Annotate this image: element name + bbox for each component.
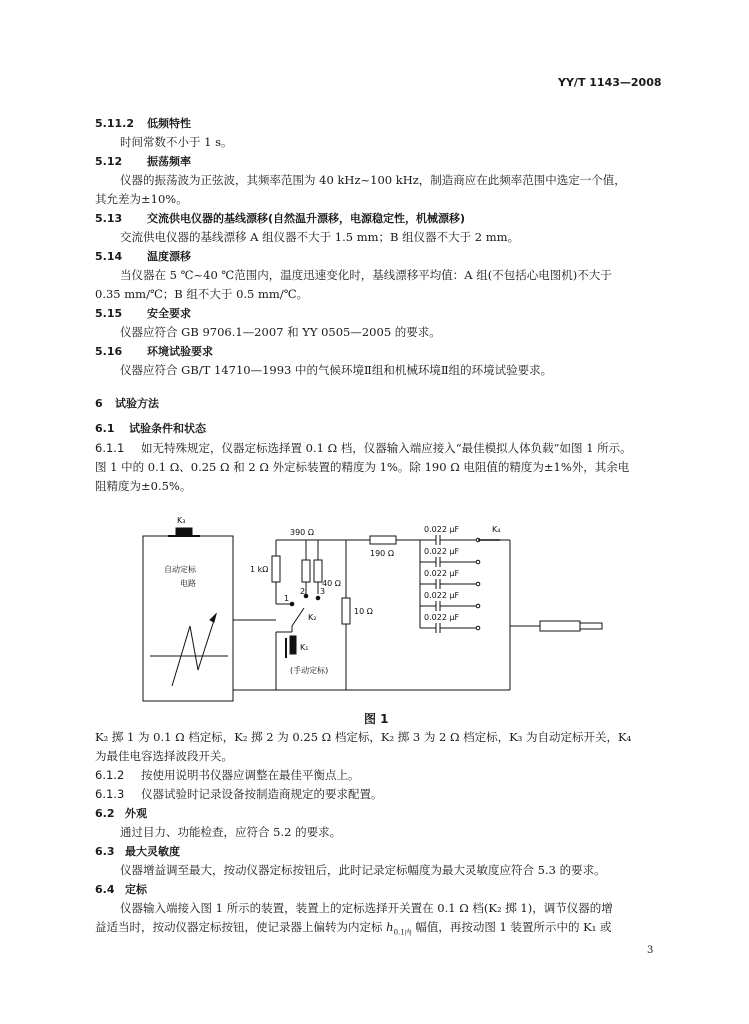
contact xyxy=(476,604,480,608)
section-5-15-heading xyxy=(95,306,191,321)
section-6-2-heading xyxy=(95,806,147,821)
section-title: 最大灵敏度 xyxy=(125,845,180,858)
arrow-icon xyxy=(210,614,216,622)
section-title: 振荡频率 xyxy=(147,155,191,168)
k4-label: K₄ xyxy=(492,525,501,534)
paragraph: 按使用说明书仪器应调整在最佳平衡点上。 xyxy=(141,768,360,782)
text-run: 益适当时，按动仪器定标按钮，使记录器上偏转为内定标 xyxy=(95,920,387,934)
section-6-1-3 xyxy=(95,787,383,801)
capacitor-label: 0.022 μF xyxy=(424,525,460,534)
figure-note: K₂ 掷 1 为 0.1 Ω 档定标，K₂ 掷 2 为 0.25 Ω 档定标，K₂ 掷 3 为 2 Ω 档定标，K₃ 为自动定标开关，K₄ xyxy=(95,730,632,744)
r190-label: 190 Ω xyxy=(370,549,394,558)
section-title: 低频特性 xyxy=(147,117,191,130)
text-run: 幅值，再按动图 1 装置所示中的 K₁ 或 xyxy=(411,920,612,934)
standard-number: YY/T 1143—2008 xyxy=(558,76,662,89)
section-title: 定标 xyxy=(125,883,147,896)
auto-calibration-box xyxy=(143,536,233,701)
section-number: 6.1 xyxy=(95,422,115,435)
switch-position-3: 3 xyxy=(320,587,326,596)
paragraph: 0.35 mm/℃；B 组不大于 0.5 mm/℃。 xyxy=(95,287,309,301)
k3-label: K₃ xyxy=(177,516,186,525)
resistor-1k-icon xyxy=(272,556,280,582)
r40-label: 40 Ω xyxy=(322,579,341,588)
capacitor-label: 0.022 μF xyxy=(424,569,460,578)
section-6-3-heading xyxy=(95,844,180,859)
section-6-4-heading xyxy=(95,882,147,897)
r1k-label: 1 kΩ xyxy=(250,565,269,574)
paragraph: 图 1 中的 0.1 Ω、0.25 Ω 和 2 Ω 外定标装置的精度为 1%。除 190 Ω 电阻值的精度为±1%外，其余电 xyxy=(95,460,630,474)
figure-1-circuit xyxy=(140,508,630,708)
paragraph: 仪器应符合 GB/T 14710—1993 中的气候环境Ⅱ组和机械环境Ⅱ组的环境试验要求。 xyxy=(120,363,553,377)
contact-1 xyxy=(290,602,294,606)
section-number: 5.15 xyxy=(95,307,123,320)
section-number: 6.2 xyxy=(95,807,115,820)
manual-cal-label: (手动定标) xyxy=(290,666,329,675)
section-6-1-2 xyxy=(95,768,360,782)
waveform-icon xyxy=(172,614,216,686)
paragraph: 交流供电仪器的基线漂移 A 组仪器不大于 1.5 mm；B 组仪器不大于 2 mm。 xyxy=(120,230,520,244)
contact xyxy=(476,560,480,564)
plug-tip xyxy=(580,623,602,629)
contact-3 xyxy=(316,596,320,600)
section-number: 6.1.1 xyxy=(95,441,125,455)
chapter-6-heading xyxy=(95,396,159,411)
paragraph: 仪器的振荡波为正弦波，其频率范围为 40 kHz~100 kHz，制造商应在此频率范围中选定一个值， xyxy=(120,173,626,187)
symbol-h: h xyxy=(386,920,394,934)
paragraph: 仪器增益调至最大，按动仪器定标按钮后，此时记录定标幅度为最大灵敏度应符合 5.3 的要求。 xyxy=(120,863,606,877)
circuit-diagram xyxy=(140,508,630,708)
paragraph: 其允差为±10%。 xyxy=(95,192,188,206)
input-plug-icon xyxy=(540,621,580,631)
k2-switch-icon xyxy=(292,608,304,626)
r390-label: 390 Ω xyxy=(290,528,314,537)
section-number: 6.1.2 xyxy=(95,768,125,782)
contact xyxy=(476,626,480,630)
section-number: 6.1.3 xyxy=(95,787,125,801)
section-title: 环境试验要求 xyxy=(147,345,213,358)
section-number: 6.4 xyxy=(95,883,115,896)
resistor-10-icon xyxy=(342,598,350,624)
k2-label: K₂ xyxy=(308,613,317,622)
contact xyxy=(476,582,480,586)
chapter-number: 6 xyxy=(95,397,103,410)
paragraph: 仪器试验时记录设备按制造商规定的要求配置。 xyxy=(141,787,383,801)
paragraph xyxy=(95,920,612,939)
capacitor-label: 0.022 μF xyxy=(424,591,460,600)
section-5-13-heading xyxy=(95,211,465,226)
figure-note: 为最佳电容选择波段开关。 xyxy=(95,749,233,763)
section-number: 5.11.2 xyxy=(95,117,134,130)
k1-label: K₁ xyxy=(300,643,309,652)
symbol-subscript: 0.1内 xyxy=(393,928,412,937)
section-5-14-heading xyxy=(95,249,191,264)
paragraph: 仪器应符合 GB 9706.1—2007 和 YY 0505—2005 的要求。 xyxy=(120,325,441,339)
section-6-1-heading xyxy=(95,421,206,436)
paragraph: 时间常数不小于 1 s。 xyxy=(120,135,233,149)
section-title: 试验条件和状态 xyxy=(129,422,206,435)
paragraph: 当仪器在 5 ℃~40 ℃范围内，温度迅速变化时，基线漂移平均值：A 组(不包括心电图机)不大于 xyxy=(120,268,612,282)
section-5-11-2-heading xyxy=(95,116,191,131)
resistor-40-icon xyxy=(314,560,322,582)
page-number: 3 xyxy=(647,945,654,956)
section-number: 5.16 xyxy=(95,345,123,358)
paragraph: 仪器输入端接入图 1 所示的装置，装置上的定标选择开关置在 0.1 Ω 档(K₂ 掷 1)，调节仪器的增 xyxy=(120,901,613,915)
section-number: 5.12 xyxy=(95,155,123,168)
paragraph: 通过目力、功能检查，应符合 5.2 的要求。 xyxy=(120,825,342,839)
figure-caption: 图 1 xyxy=(364,712,389,726)
switch-position-1: 1 xyxy=(284,594,290,603)
k1-button-icon xyxy=(290,636,296,654)
paragraph: 如无特殊规定，仪器定标选择置 0.1 Ω 档，仪器输入端应接入“最佳模拟人体负载”如图 1 所示。 xyxy=(141,441,632,455)
k3-switch-icon xyxy=(176,528,192,536)
r10-label: 10 Ω xyxy=(354,607,373,616)
resistor-icon xyxy=(302,560,310,582)
section-title: 温度漂移 xyxy=(147,250,191,263)
section-number: 5.13 xyxy=(95,212,123,225)
section-title: 安全要求 xyxy=(147,307,191,320)
switch-position-2: 2 xyxy=(300,587,306,596)
section-number: 6.3 xyxy=(95,845,115,858)
section-number: 5.14 xyxy=(95,250,123,263)
section-6-1-1 xyxy=(95,441,632,455)
chapter-title: 试验方法 xyxy=(115,397,159,410)
section-title: 交流供电仪器的基线漂移(自然温升漂移，电源稳定性，机械漂移) xyxy=(147,212,466,225)
paragraph: 阻精度为±0.5%。 xyxy=(95,479,192,493)
circuit-label: 电路 xyxy=(180,579,196,588)
section-title: 外观 xyxy=(125,807,147,820)
resistor-190-icon xyxy=(370,536,396,544)
section-5-16-heading xyxy=(95,344,213,359)
capacitor-label: 0.022 μF xyxy=(424,547,460,556)
auto-cal-label: 自动定标 xyxy=(164,565,196,574)
section-5-12-heading xyxy=(95,154,191,169)
capacitor-label: 0.022 μF xyxy=(424,613,460,622)
